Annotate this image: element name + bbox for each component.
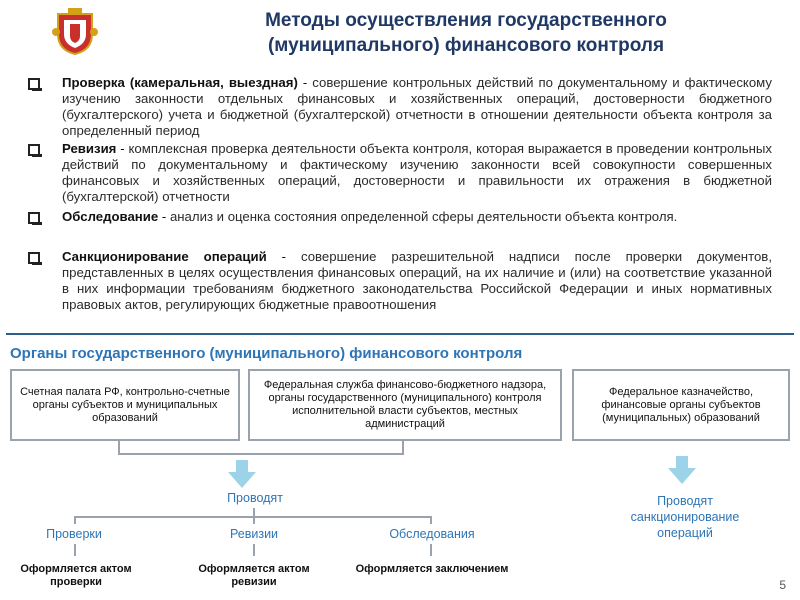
connector-line <box>74 544 76 556</box>
connector-line <box>253 508 255 516</box>
checkbox-bullet-icon <box>28 212 40 224</box>
checkbox-bullet-icon <box>28 144 40 156</box>
branch-inspections: Проверки <box>46 527 102 541</box>
result-inspection-act: Оформляется актом проверки <box>20 563 132 588</box>
branch-surveys: Обследования <box>389 527 475 541</box>
connector-line <box>74 516 76 524</box>
organ-box-federal-service: Федеральная служба финансово-бюджетного надзора, органы государственного (муниципального) контроля исполнительной власти субъектов, местных администраций <box>248 369 562 441</box>
down-arrow-icon <box>228 460 256 488</box>
coat-of-arms-icon <box>50 6 100 56</box>
page-title <box>236 8 696 58</box>
method-audit: Ревизия - комплексная проверка деятельности объекта контроля, которая выражается в проведении контрольных действий по документальному и фактическому изучению законности всей совокупности совершенных финансовых и хозяйственных операций, достоверности и правильности их отражения в бюджетной (бухгалтерской) отчетности <box>62 141 772 204</box>
branch-audits: Ревизии <box>229 527 279 541</box>
conduct-label: Проводят <box>227 491 283 505</box>
result-audit-act: Оформляется актом ревизии <box>198 563 310 588</box>
result-conclusion: Оформляется заключением <box>355 563 509 575</box>
page-number: 5 <box>779 578 786 592</box>
connector-line <box>430 516 432 524</box>
title-line-1: Методы осуществления государственного <box>265 10 667 31</box>
connector-line <box>253 516 255 524</box>
checkbox-bullet-icon <box>28 78 40 90</box>
connector-line <box>253 544 255 556</box>
down-arrow-icon <box>668 456 696 484</box>
title-line-2: (муниципального) финансового контроля <box>267 35 665 56</box>
checkbox-bullet-icon <box>28 252 40 264</box>
conduct-authorization-label: Проводят санкционирование операций <box>630 494 740 540</box>
organs-heading: Органы государственного (муниципального) финансового контроля <box>10 345 523 362</box>
connector-line <box>430 544 432 556</box>
method-authorization: Санкционирование операций - совершение разрешительной надписи после проверки документов, представленных в целях осуществления финансовых операций, на их наличие и (или) на соответствие указанной в них информации требованиям бюджетного законодательства Российской Федерации и иных нормативных правовых актов, регулирующих бюджетные правоотношения <box>62 249 772 312</box>
method-survey: Обследование - анализ и оценка состояния определенной сферы деятельности объекта контроля. <box>62 209 678 224</box>
organ-box-treasury: Федеральное казначейство, финансовые органы субъектов (муниципальных) образований <box>572 369 790 441</box>
organ-box-accounts-chamber: Счетная палата РФ, контрольно-счетные органы субъектов и муниципальных образований <box>10 369 240 441</box>
connector-line <box>118 453 404 455</box>
method-inspection: Проверка (камеральная, выездная) - совершение контрольных действий по документальному и фактическому изучению законности отдельных финансовых и хозяйственных операций, достоверности бюджетного (бухгалтерского) учета и бюджетной (бухгалтерской) отчетности в отношении деятельности объекта контроля за определенный период <box>62 75 772 138</box>
section-divider <box>6 333 794 335</box>
